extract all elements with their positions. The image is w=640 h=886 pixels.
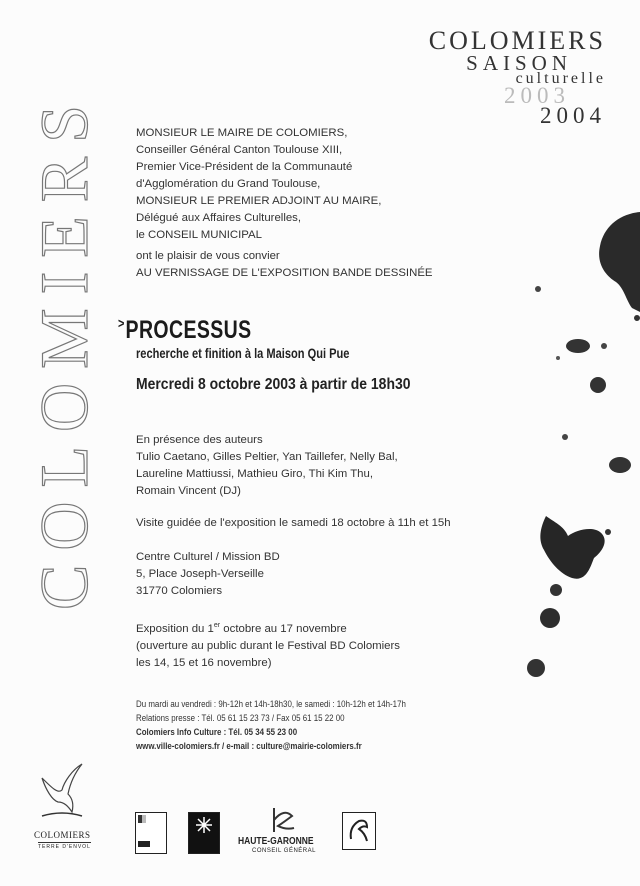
haute-garonne-emblem-icon (268, 806, 298, 834)
invite-line: AU VERNISSAGE DE L'EXPOSITION BANDE DESSINÉE (136, 267, 433, 279)
ministry-culture-logo (135, 812, 167, 854)
press-contact: Relations presse : Tél. 05 61 15 23 73 / Fax 05 61 15 22 00 (136, 713, 345, 723)
brand-line-2: SAISON (466, 51, 572, 75)
invite-line: ont le plaisir de vous convier (136, 250, 280, 262)
title-caret: > (118, 315, 125, 331)
ink-splatter-graphic (520, 200, 640, 700)
exhibition-line: les 14, 15 et 16 novembre) (136, 656, 272, 669)
brand-line-3: culturelle (515, 70, 606, 87)
vertical-title: COLOMIERS (26, 91, 102, 610)
web-contact: www.ville-colomiers.fr / e-mail : culture@mairie-colomiers.fr (136, 741, 362, 751)
event-title (118, 315, 252, 345)
event-subtitle: recherche et finition à la Maison Qui Pue (136, 346, 350, 361)
address-line: 5, Place Joseph-Verseille (136, 568, 264, 580)
invitation-text (136, 248, 433, 282)
squirrel-icon (343, 813, 375, 849)
opening-hours: Du mardi au vendredi : 9h-12h et 14h-18h30, le samedi : 10h-12h et 14h-17h (136, 699, 406, 709)
address-block (136, 549, 280, 600)
saison-culturelle-logo (429, 28, 606, 126)
caisse-epargne-logo (342, 812, 376, 850)
host-line: MONSIEUR LE MAIRE DE COLOMIERS, (136, 127, 348, 139)
haute-garonne-text: HAUTE-GARONNE (238, 836, 314, 847)
partner-logos (0, 760, 640, 886)
culture-info: Colomiers Info Culture : Tél. 05 34 55 23 00 (136, 727, 298, 737)
host-line: MONSIEUR LE PREMIER ADJOINT AU MAIRE, (136, 195, 382, 207)
event-date: Mercredi 8 octobre 2003 à partir de 18h30 (136, 376, 411, 393)
exhibition-line: (ouverture au public durant le Festival BD Colomiers (136, 639, 400, 652)
authors-line: Romain Vincent (DJ) (136, 485, 241, 497)
guided-visit (136, 515, 451, 532)
host-line: Conseiller Général Canton Toulouse XIII, (136, 144, 343, 156)
authors-line: En présence des auteurs (136, 434, 263, 446)
authors-line: Laureline Mattiussi, Mathieu Giro, Thi Kim Thu, (136, 468, 373, 480)
exhibition-pre: Exposition du 1 (136, 622, 214, 635)
event-title-text: PROCESSUS (125, 316, 252, 344)
exhibition-sup: er (213, 622, 221, 629)
regional-council-logo (188, 812, 220, 854)
host-line: Délégué aux Affaires Culturelles, (136, 212, 302, 224)
host-line: Premier Vice-Président de la Communauté (136, 161, 353, 173)
bird-icon (38, 760, 86, 820)
colomiers-logo-text: COLOMIERS (34, 830, 91, 840)
occitan-cross-icon (189, 813, 219, 837)
brand-line-4: 2003 (504, 83, 570, 108)
haute-garonne-subtext: CONSEIL GÉNÉRAL (252, 848, 316, 854)
address-line: Centre Culturel / Mission BD (136, 551, 280, 563)
host-line: le CONSEIL MUNICIPAL (136, 229, 262, 241)
brand-line-5: 2004 (540, 103, 606, 128)
visit-line: Visite guidée de l'exposition le samedi 18 octobre à 11h et 15h (136, 517, 451, 529)
brand-line-1: COLOMIERS (428, 26, 606, 55)
hosts-block (136, 125, 381, 244)
exhibition-post: octobre au 17 novembre (220, 622, 347, 635)
address-line: 31770 Colomiers (136, 585, 223, 597)
authors-line: Tulio Caetano, Gilles Peltier, Yan Taillefer, Nelly Bal, (136, 451, 398, 463)
host-line: d'Agglomération du Grand Toulouse, (136, 178, 321, 190)
exhibition-dates (136, 617, 400, 638)
colomiers-logo-subtext: TERRE D'ENVOL (38, 844, 91, 850)
authors-block (136, 432, 398, 500)
exhibition-block (136, 617, 400, 672)
colomiers-logo (34, 760, 100, 860)
practical-info (136, 697, 443, 753)
